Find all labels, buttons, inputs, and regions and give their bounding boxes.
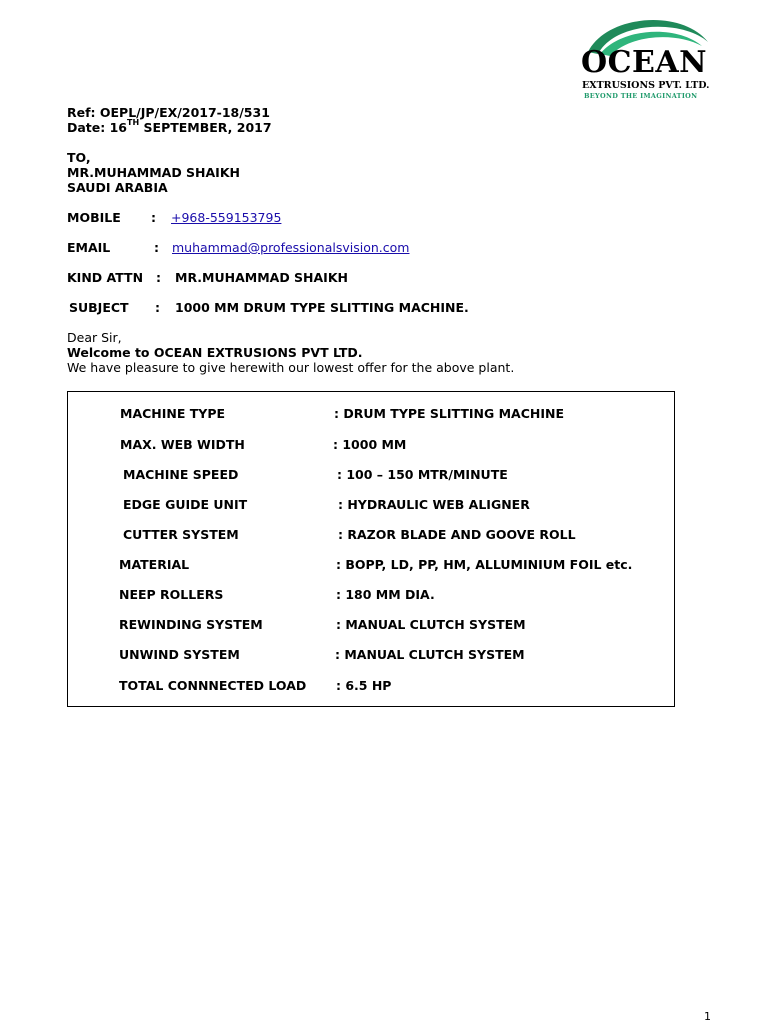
spec-label-edge-guide: EDGE GUIDE UNIT: [123, 497, 248, 512]
spec-label-cutter-system: CUTTER SYSTEM: [123, 527, 239, 542]
spec-label-unwind-system: UNWIND SYSTEM: [119, 647, 240, 662]
mobile-link[interactable]: +968-559153795: [171, 210, 282, 225]
intro-line: We have pleasure to give herewith our lowest offer for the above plant.: [67, 360, 515, 375]
logo-tagline: BEYOND THE IMAGINATION: [584, 92, 698, 100]
date-suffix: SEPTEMBER, 2017: [139, 120, 272, 135]
spec-label-machine-speed: MACHINE SPEED: [123, 467, 239, 482]
spec-value-material: : BOPP, LD, PP, HM, ALLUMINIUM FOIL etc.: [336, 557, 633, 572]
subject-value: 1000 MM DRUM TYPE SLITTING MACHINE.: [175, 300, 469, 315]
mobile-colon: :: [151, 210, 156, 225]
specification-box: [67, 391, 675, 707]
to-label: TO,: [67, 150, 91, 165]
recipient-name: MR.MUHAMMAD SHAIKH: [67, 165, 240, 180]
spec-label-rewinding-system: REWINDING SYSTEM: [119, 617, 263, 632]
recipient-country: SAUDI ARABIA: [67, 180, 168, 195]
spec-label-machine-type: MACHINE TYPE: [120, 406, 226, 421]
email-link[interactable]: muhammad@professionalsvision.com: [172, 240, 410, 255]
subject-label: SUBJECT: [69, 300, 129, 315]
attn-label: KIND ATTN: [67, 270, 144, 285]
reference-number: Ref: OEPL/JP/EX/2017-18/531: [67, 105, 270, 120]
salutation: Dear Sir,: [67, 330, 122, 345]
spec-value-cutter-system: : RAZOR BLADE AND GOOVE ROLL: [338, 527, 576, 542]
attn-colon: :: [156, 270, 161, 285]
email-label: EMAIL: [67, 240, 111, 255]
spec-value-rewinding-system: : MANUAL CLUTCH SYSTEM: [336, 617, 526, 632]
spec-value-web-width: : 1000 MM: [333, 437, 407, 452]
letter-date: [67, 120, 272, 135]
spec-label-neep-rollers: NEEP ROLLERS: [119, 587, 224, 602]
spec-value-edge-guide: : HYDRAULIC WEB ALIGNER: [338, 497, 530, 512]
mobile-label: MOBILE: [67, 210, 121, 225]
spec-value-machine-type: : DRUM TYPE SLITTING MACHINE: [334, 406, 565, 421]
attn-value: MR.MUHAMMAD SHAIKH: [175, 270, 348, 285]
subject-colon: :: [155, 300, 160, 315]
logo-brand: OCEAN: [581, 45, 708, 80]
spec-value-machine-speed: : 100 – 150 MTR/MINUTE: [337, 467, 508, 482]
spec-label-material: MATERIAL: [119, 557, 190, 572]
spec-label-web-width: MAX. WEB WIDTH: [120, 437, 245, 452]
spec-value-neep-rollers: : 180 MM DIA.: [336, 587, 435, 602]
welcome-line: Welcome to OCEAN EXTRUSIONS PVT LTD.: [67, 345, 363, 360]
page-number: 1: [704, 1010, 711, 1023]
date-superscript: TH: [127, 118, 140, 127]
spec-value-connected-load: : 6.5 HP: [336, 678, 392, 693]
company-logo: [576, 10, 718, 105]
date-prefix: Date: 16: [67, 120, 128, 135]
spec-value-unwind-system: : MANUAL CLUTCH SYSTEM: [335, 647, 525, 662]
spec-label-connected-load: TOTAL CONNNECTED LOAD: [119, 678, 307, 693]
email-colon: :: [154, 240, 159, 255]
logo-company: EXTRUSIONS PVT. LTD.: [582, 80, 710, 91]
